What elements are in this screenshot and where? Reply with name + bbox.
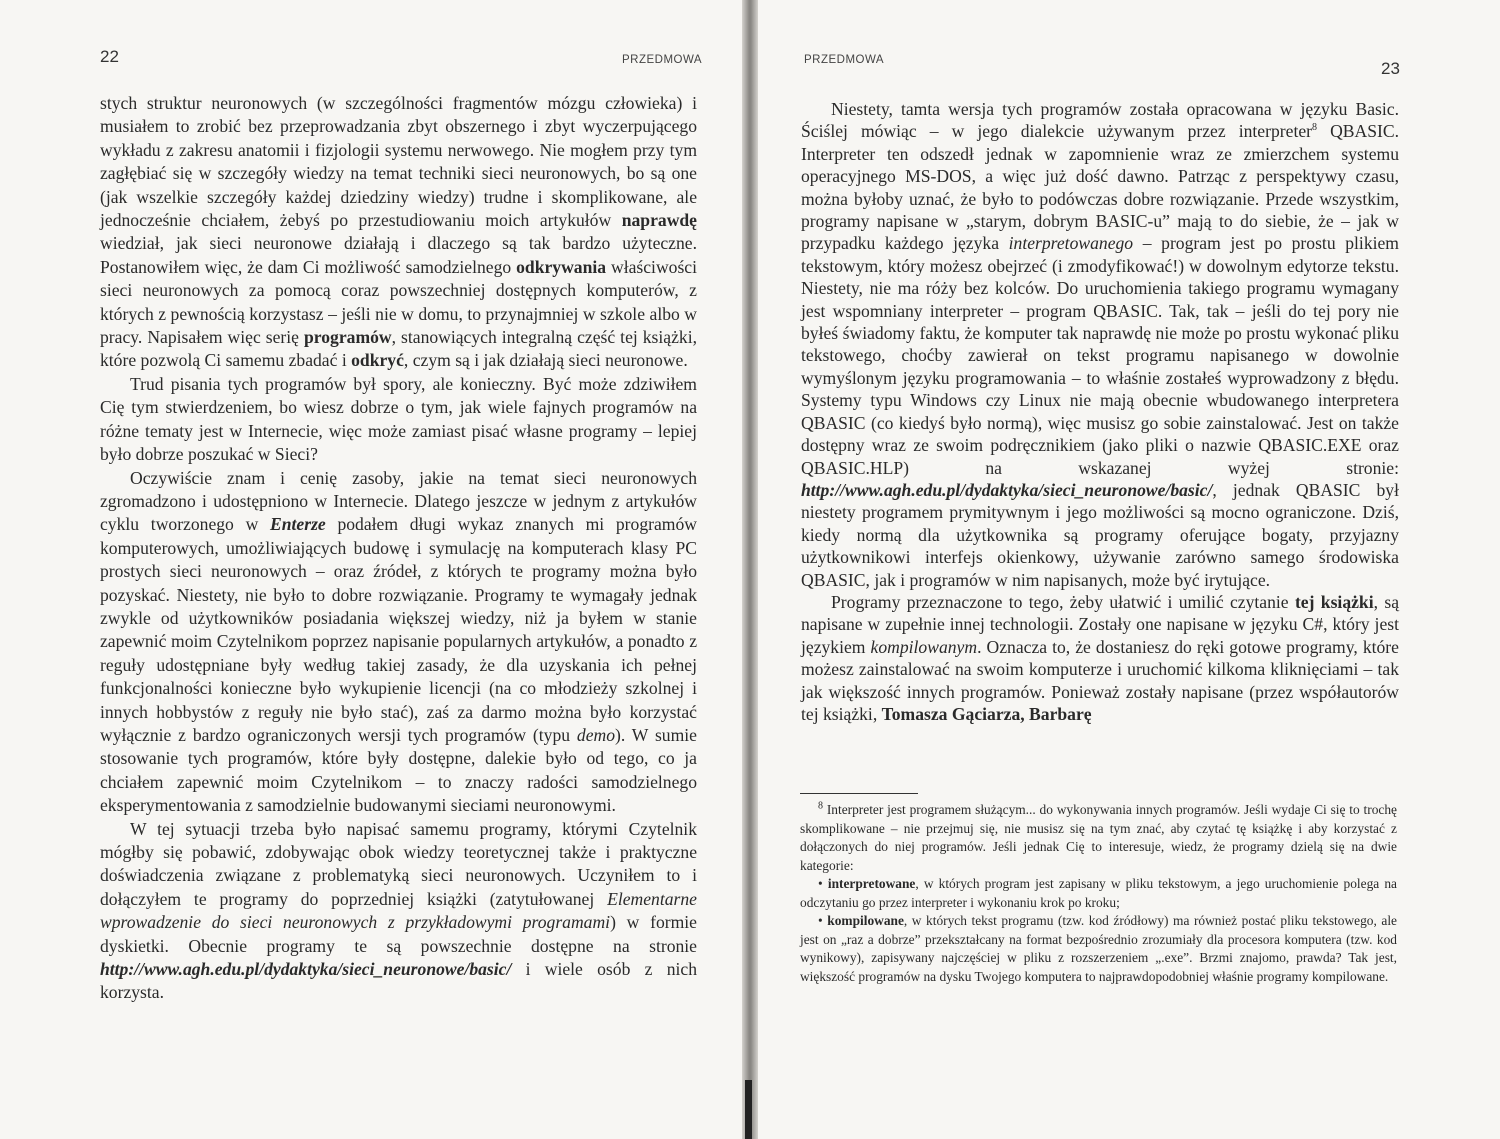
- footnote-item: • interpretowane, w których program jest zapisany w pliku tekstowym, a jego uruchomienie polega na odczytaniu go przez interpreter i wykonaniu krok po kroku;: [800, 876, 1397, 910]
- footnote: [800, 801, 1397, 986]
- left-page: [0, 0, 747, 1139]
- bullet-icon: •: [818, 876, 823, 891]
- paragraph: Trud pisania tych programów był spory, ale konieczny. Być może zdziwiłem Cię tym stwierdzeniem, bo wiesz dobrze o tym, jak wiele fajnych programów na różne tematy jest w Internecie, więc może zamiast pisać własne programy – lepiej było dobrze poszukać w Sieci?: [100, 373, 697, 465]
- paragraph: Niestety, tamta wersja tych programów została opracowana w języku Basic. Ściślej mówiąc – w jego dialekcie używanym przez interpreter$^8$ QBASIC. Interpreter ten odszedł jednak w zapomnienie wraz ze zmierzchem systemu operacyjnego MS-DOS, a więc już dość dawno. Patrząc z perspektywy czasu, można byłoby uznać, że było to podówczas dobre rozwiązanie. Przede wszystkim, programy napisane w „starym, dobrym BASIC-u” mają to do siebie, że – jak w przypadku każdego języka interpretowanego – program jest po prostu plikiem tekstowym, który możesz obejrzeć (i zmodyfikować!) w dowolnym edytorze tekstu. Niestety, nie ma róży bez kolców. Do uruchomienia takiego programu wymagany jest wspomniany interpreter – program QBASIC. Tak, tak – jeśli do tej pory nie byłeś świadomy faktu, że komputer tak naprawdę nie może po prostu wykonać pliku tekstowego, choćby zawierał on tekst programu napisanego w dowolnie wymyślonym języku programowania – to właśnie zostałeś wyprowadzony z błędu. Systemy typu Windows czy Linux nie mają obecnie wbudowanego interpretera QBASIC (co kiedyś było normą), więc musisz go sobie zainstalować. Jest on także dostępny wraz ze swoim podręcznikiem (jako pliki o nazwie QBASIC.EXE oraz QBASIC.HLP) na wskazanej wyżej stronie: http://www.agh.edu.pl/dydaktyka/sieci_neuronowe/basic/, jednak QBASIC był niestety programem prymitywnym i jego możliwości są mocno ograniczone. Dziś, kiedy normą dla użytkownika są programy oferujące bogaty, przyjazny użytkownikowi interfejs okienkowy, używanie zarówno samego środowiska QBASIC, jak i programów w nim napisanych, może być irytujące.: [801, 99, 1399, 590]
- page-number: 22: [100, 47, 119, 66]
- left-body-text: [100, 92, 697, 1005]
- running-head: PRZEDMOWA: [804, 54, 885, 66]
- footnote-ref: 8: [1312, 122, 1317, 134]
- right-body-text: [801, 98, 1399, 725]
- footnote-rule: [800, 793, 918, 794]
- paragraph: stych struktur neuronowych (w szczególności fragmentów mózgu człowieka) i musiałem to zrobić bez przeprowadzania zbyt obszernego i zbyt wyczerpującego wykładu z zakresu anatomii i fizjologii systemu nerwowego. Nie mogłem przy tym zagłębiać się w szczegóły wiedzy na temat techniki sieci neuronowych, bo są one (jak wszelkie szczegóły każdej dziedziny wiedzy) trudne i skomplikowane, ale jednocześnie chciałem, żebyś po przestudiowaniu moich artykułów naprawdę wiedział, jak sieci neuronowe działają i dlaczego są tak bardzo użyteczne. Postanowiłem więc, że dam Ci możliwość samodzielnego odkrywania właściwości sieci neuronowych za pomocą coraz powszechniej dostępnych komputerów, z których z pewnością korzystasz – jeśli nie w domu, to przynajmniej w szkole albo w pracy. Napisałem więc serię programów, stanowiących integralną część tej książki, które pozwolą Ci samemu zbadać i odkryć, czym są i jak działają sieci neuronowe.: [100, 93, 697, 371]
- book-gutter: [742, 0, 758, 1139]
- url-link: http://www.agh.edu.pl/dydaktyka/sieci_neuronowe/basic/: [100, 959, 512, 980]
- bullet-icon: •: [818, 913, 823, 928]
- paragraph: Programy przeznaczone to tego, żeby ułatwić i umilić czytanie tej książki, są napisane w zupełnie innej technologii. Zostały one napisane w języku C#, który jest językiem kompilowanym. Oznacza to, że dostaniesz do ręki gotowe programy, które możesz zainstalować na swoim komputerze i uruchomić kilkoma kliknięciami – tak jak większość innych programów. Ponieważ zostały napisane (przez współautorów tej książki, Tomasza Gąciarza, Barbarę: [801, 591, 1399, 724]
- paragraph: Oczywiście znam i cenię zasoby, jakie na temat sieci neuronowych zgromadzono i udostępniono w Internecie. Dlatego jeszcze w jednym z artykułów cyklu tworzonego w Enterze podałem długi wykaz znanych mi programów komputerowych, umożliwiających budowę i symulację na komputerach klasy PC prostych sieci neuronowych – oraz źródeł, z których te programy można było pozyskać. Niestety, nie było to dobre rozwiązanie. Programy te wymagały jednak zwykle od użytkowników posiadania większej wiedzy, niż ja byłem w stanie zapewnić moim Czytelnikom poprzez napisanie popularnych artykułów, a ponadto z reguły udostępniane były według takiej zasady, że dla uzyskania ich pełnej funkcjonalności konieczne było wykupienie licencji (na co młodzieży szkolnej i innych hobbystów z reguły nie było stać), zaś za darmo można było korzystać wyłącznie z bardzo ograniczonych wersji tych programów (typu demo). W sumie stosowanie tych programów, które były dostępne, dalekie było od tego, co ja chciałem zapewnić moim Czytelnikom – to znaczy radości samodzielnego eksperymentowania z samodzielnie budowanymi sieciami neuronowymi.: [100, 467, 697, 816]
- url-link: http://www.agh.edu.pl/dydaktyka/sieci_neuronowe/basic/: [801, 479, 1213, 500]
- book-spine-shadow: [745, 1080, 752, 1139]
- page-number: 23: [1381, 59, 1400, 78]
- paragraph: W tej sytuacji trzeba było napisać samemu programy, którymi Czytelnik mógłby się pobawić, zdobywając obok wiedzy teoretycznej także i praktyczne doświadczenia związane z problematyką sieci neuronowych. Uczyniłem to i dołączyłem te programy do poprzedniej książki (zatytułowanej Elementarne wprowadzenie do sieci neuronowych z przykładowymi programami) w formie dyskietki. Obecnie programy te są powszechnie dostępne na stronie http://www.agh.edu.pl/dydaktyka/sieci_neuronowe/basic/ i wiele osób z nich korzysta.: [100, 818, 697, 1003]
- footnote-item: • kompilowane, w których tekst programu (tzw. kod źródłowy) ma również postać pliku tekstowego, ale jest on „raz a dobrze” przekształcany na format bezpośrednio zrozumiały dla procesora komputera (tzw. kod wynikowy), zapisywany najczęściej w pliku z rozszerzeniem „.exe”. Brzmi znajomo, prawda? Tak jest, większość programów na dysku Twojego komputera to najprawdopodobniej właśnie programy kompilowane.: [800, 913, 1397, 984]
- running-head: PRZEDMOWA: [622, 54, 703, 66]
- footnote-intro: $^8$ Interpreter jest programem służącym... do wykonywania innych programów. Jeśli wydaje Ci się to trochę skomplikowane – nie przejmuj się, nie musisz się na tym znać, aby czytać tę książkę i aby korzystać z dołączonych do niej programów. Jeśli jednak Cię to interesuje, wiedz, że programy dzielą się na dwie kategorie:: [800, 800, 1397, 873]
